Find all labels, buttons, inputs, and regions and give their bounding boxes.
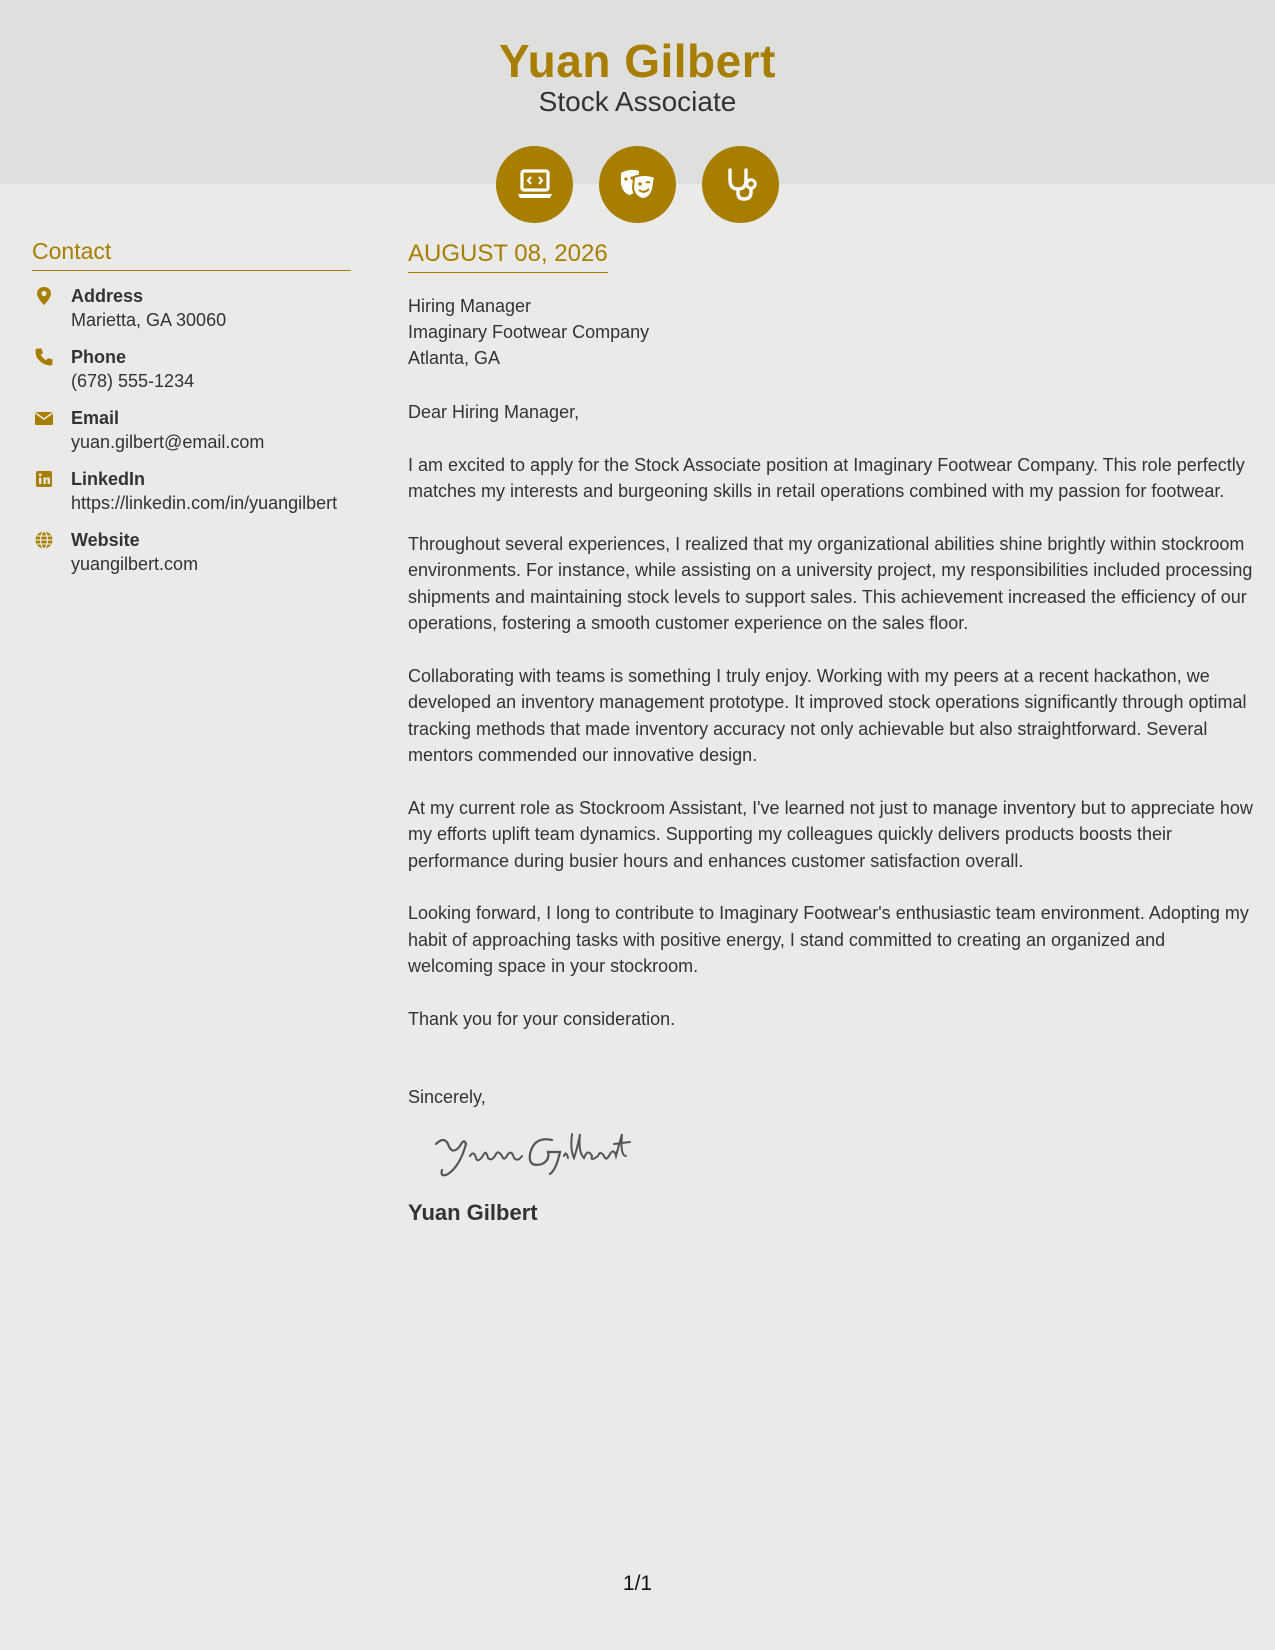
stethoscope-icon xyxy=(702,146,779,223)
phone-icon xyxy=(34,347,54,367)
paragraph: At my current role as Stockroom Assistant, I've learned not just to manage inventory but to appreciate how my efforts uplift team dynamics. Supporting my colleagues quickly delivers products boosts their performance during busier hours and enhances customer satisfaction overall. xyxy=(408,797,1253,871)
contact-label: LinkedIn xyxy=(71,469,146,489)
laptop-code-icon xyxy=(496,146,573,223)
signed-name: Yuan Gilbert xyxy=(408,1200,538,1225)
contact-value: https://linkedin.com/in/yuangilbert xyxy=(71,493,338,513)
recipient-line: Atlanta, GA xyxy=(408,348,501,368)
contact-value: (678) 555-1234 xyxy=(71,371,195,391)
map-pin-icon xyxy=(34,286,54,306)
job-title: Stock Associate xyxy=(538,86,737,117)
signature xyxy=(430,1126,1253,1186)
linkedin-icon xyxy=(34,469,54,489)
contact-label: Phone xyxy=(71,347,127,367)
contact-sidebar xyxy=(32,238,351,576)
contact-email xyxy=(32,406,351,454)
closing: Sincerely, xyxy=(408,1087,486,1107)
recipient-block xyxy=(408,293,1253,371)
greeting: Dear Hiring Manager, xyxy=(408,402,580,422)
contact-phone xyxy=(32,345,351,393)
paragraph: Looking forward, I long to contribute to Imaginary Footwear's enthusiastic team environment. Adopting my habit of approaching tasks with positive energy, I stand committed to creating an organized and welcoming space in your stockroom. xyxy=(408,903,1249,976)
contact-linkedin xyxy=(32,467,351,515)
contact-value: yuangilbert.com xyxy=(71,554,199,574)
envelope-icon xyxy=(34,408,54,428)
contact-label: Email xyxy=(71,408,120,428)
applicant-name: Yuan Gilbert xyxy=(499,35,776,87)
recipient-line: Hiring Manager xyxy=(408,296,532,316)
contact-website xyxy=(32,528,351,576)
recipient-line: Imaginary Footwear Company xyxy=(408,322,650,342)
contact-address xyxy=(32,284,351,332)
contact-label: Website xyxy=(71,530,140,550)
page-number: 1/1 xyxy=(622,1572,653,1595)
letter-date: AUGUST 08, 2026 xyxy=(408,240,608,273)
contact-label: Address xyxy=(71,286,144,306)
paragraph: Thank you for your consideration. xyxy=(408,1008,676,1029)
contact-heading: Contact xyxy=(32,238,351,271)
paragraph: I am excited to apply for the Stock Associate position at Imaginary Footwear Company. This role perfectly matches my interests and burgeoning skills in retail operations combined with my passion for footwear. xyxy=(408,454,1245,501)
letter-body xyxy=(408,240,1253,1226)
paragraph: Collaborating with teams is something I truly enjoy. Working with my peers at a recent hackathon, we developed an inventory management prototype. It improved stock operations significantly through optimal tracking methods that made inventory accuracy not only achievable but also straightforward. Several mentors commended our innovative design. xyxy=(408,665,1247,765)
contact-value: Marietta, GA 30060 xyxy=(71,310,227,330)
header-icons xyxy=(0,146,1275,224)
paragraph: Throughout several experiences, I realized that my organizational abilities shine brightly within stockroom environments. For instance, while assisting on a university project, my responsibilities included processing shipments and maintaining stock levels to support sales. This achievement increased the efficiency of our operations, fostering a smooth customer experience on the sales floor. xyxy=(408,533,1253,633)
contact-value: yuan.gilbert@email.com xyxy=(71,432,265,452)
globe-icon xyxy=(34,530,54,550)
theater-masks-icon xyxy=(599,146,676,223)
